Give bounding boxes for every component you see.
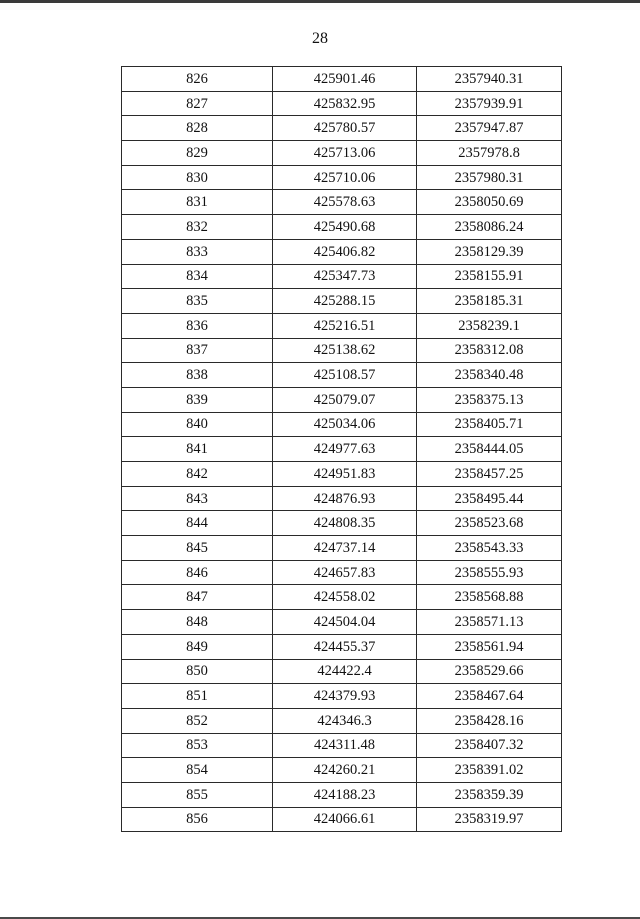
y-coordinate-cell: 2357978.8: [417, 141, 562, 166]
x-coordinate-cell: 424311.48: [273, 733, 417, 758]
table-row: [122, 190, 562, 215]
table-row: [122, 215, 562, 240]
x-coordinate-cell: 424188.23: [273, 782, 417, 807]
point-number-cell: 847: [122, 585, 273, 610]
point-number-cell: 843: [122, 486, 273, 511]
y-coordinate-cell: 2358155.91: [417, 264, 562, 289]
x-coordinate-cell: 424504.04: [273, 610, 417, 635]
point-number-cell: 833: [122, 239, 273, 264]
table-row: [122, 116, 562, 141]
y-coordinate-cell: 2358340.48: [417, 363, 562, 388]
table-row: [122, 462, 562, 487]
table-row: [122, 610, 562, 635]
x-coordinate-cell: 425832.95: [273, 91, 417, 116]
x-coordinate-cell: 424737.14: [273, 536, 417, 561]
y-coordinate-cell: 2358444.05: [417, 437, 562, 462]
scan-edge-top: [0, 0, 640, 3]
y-coordinate-cell: 2358050.69: [417, 190, 562, 215]
y-coordinate-cell: 2358523.68: [417, 511, 562, 536]
point-number-cell: 845: [122, 536, 273, 561]
x-coordinate-cell: 424379.93: [273, 684, 417, 709]
y-coordinate-cell: 2358428.16: [417, 708, 562, 733]
x-coordinate-cell: 424808.35: [273, 511, 417, 536]
x-coordinate-cell: 424951.83: [273, 462, 417, 487]
point-number-cell: 835: [122, 289, 273, 314]
y-coordinate-cell: 2357940.31: [417, 67, 562, 92]
y-coordinate-cell: 2358086.24: [417, 215, 562, 240]
y-coordinate-cell: 2357939.91: [417, 91, 562, 116]
table-row: [122, 239, 562, 264]
y-coordinate-cell: 2358529.66: [417, 659, 562, 684]
table-row: [122, 141, 562, 166]
table-row: [122, 585, 562, 610]
point-number-cell: 841: [122, 437, 273, 462]
point-number-cell: 832: [122, 215, 273, 240]
x-coordinate-cell: 424657.83: [273, 560, 417, 585]
point-number-cell: 839: [122, 387, 273, 412]
y-coordinate-cell: 2358407.32: [417, 733, 562, 758]
point-number-cell: 844: [122, 511, 273, 536]
y-coordinate-cell: 2358561.94: [417, 634, 562, 659]
point-number-cell: 828: [122, 116, 273, 141]
y-coordinate-cell: 2358555.93: [417, 560, 562, 585]
y-coordinate-cell: 2357947.87: [417, 116, 562, 141]
table-row: [122, 684, 562, 709]
page-number: 28: [312, 30, 328, 47]
table-row: [122, 67, 562, 92]
table-row: [122, 91, 562, 116]
x-coordinate-cell: 425347.73: [273, 264, 417, 289]
y-coordinate-cell: 2358375.13: [417, 387, 562, 412]
x-coordinate-cell: 425406.82: [273, 239, 417, 264]
x-coordinate-cell: 425138.62: [273, 338, 417, 363]
point-number-cell: 854: [122, 758, 273, 783]
point-number-cell: 836: [122, 313, 273, 338]
point-number-cell: 856: [122, 807, 273, 832]
y-coordinate-cell: 2358239.1: [417, 313, 562, 338]
point-number-cell: 853: [122, 733, 273, 758]
x-coordinate-cell: 425490.68: [273, 215, 417, 240]
point-number-cell: 852: [122, 708, 273, 733]
y-coordinate-cell: 2358319.97: [417, 807, 562, 832]
x-coordinate-cell: 424977.63: [273, 437, 417, 462]
y-coordinate-cell: 2358405.71: [417, 412, 562, 437]
table-row: [122, 758, 562, 783]
y-coordinate-cell: 2358568.88: [417, 585, 562, 610]
table-row: [122, 338, 562, 363]
y-coordinate-cell: 2358457.25: [417, 462, 562, 487]
x-coordinate-cell: 424346.3: [273, 708, 417, 733]
table-row: [122, 313, 562, 338]
x-coordinate-cell: 425713.06: [273, 141, 417, 166]
table-row: [122, 511, 562, 536]
table-row: [122, 486, 562, 511]
point-number-cell: 837: [122, 338, 273, 363]
point-number-cell: 851: [122, 684, 273, 709]
table-row: [122, 782, 562, 807]
point-number-cell: 834: [122, 264, 273, 289]
y-coordinate-cell: 2358391.02: [417, 758, 562, 783]
y-coordinate-cell: 2358467.64: [417, 684, 562, 709]
table-row: [122, 659, 562, 684]
table-row: [122, 363, 562, 388]
coordinate-table: [121, 66, 562, 832]
x-coordinate-cell: 424066.61: [273, 807, 417, 832]
x-coordinate-cell: 425780.57: [273, 116, 417, 141]
y-coordinate-cell: 2358185.31: [417, 289, 562, 314]
x-coordinate-cell: 424455.37: [273, 634, 417, 659]
x-coordinate-cell: 425578.63: [273, 190, 417, 215]
point-number-cell: 830: [122, 165, 273, 190]
point-number-cell: 848: [122, 610, 273, 635]
point-number-cell: 850: [122, 659, 273, 684]
x-coordinate-cell: 425288.15: [273, 289, 417, 314]
table-row: [122, 733, 562, 758]
point-number-cell: 849: [122, 634, 273, 659]
point-number-cell: 846: [122, 560, 273, 585]
table-row: [122, 560, 562, 585]
point-number-cell: 826: [122, 67, 273, 92]
point-number-cell: 829: [122, 141, 273, 166]
table-row: [122, 387, 562, 412]
x-coordinate-cell: 424558.02: [273, 585, 417, 610]
y-coordinate-cell: 2358495.44: [417, 486, 562, 511]
x-coordinate-cell: 425079.07: [273, 387, 417, 412]
x-coordinate-cell: 425108.57: [273, 363, 417, 388]
table-row: [122, 807, 562, 832]
point-number-cell: 831: [122, 190, 273, 215]
point-number-cell: 855: [122, 782, 273, 807]
x-coordinate-cell: 424876.93: [273, 486, 417, 511]
x-coordinate-cell: 425901.46: [273, 67, 417, 92]
table-row: [122, 289, 562, 314]
table-row: [122, 412, 562, 437]
point-number-cell: 840: [122, 412, 273, 437]
table-row: [122, 437, 562, 462]
y-coordinate-cell: 2357980.31: [417, 165, 562, 190]
y-coordinate-cell: 2358359.39: [417, 782, 562, 807]
y-coordinate-cell: 2358543.33: [417, 536, 562, 561]
point-number-cell: 838: [122, 363, 273, 388]
x-coordinate-cell: 425216.51: [273, 313, 417, 338]
y-coordinate-cell: 2358312.08: [417, 338, 562, 363]
point-number-cell: 827: [122, 91, 273, 116]
x-coordinate-cell: 424422.4: [273, 659, 417, 684]
table-row: [122, 634, 562, 659]
table-row: [122, 708, 562, 733]
point-number-cell: 842: [122, 462, 273, 487]
x-coordinate-cell: 425710.06: [273, 165, 417, 190]
x-coordinate-cell: 425034.06: [273, 412, 417, 437]
coordinate-table-body: [122, 67, 562, 832]
x-coordinate-cell: 424260.21: [273, 758, 417, 783]
y-coordinate-cell: 2358571.13: [417, 610, 562, 635]
table-row: [122, 536, 562, 561]
table-row: [122, 264, 562, 289]
table-row: [122, 165, 562, 190]
y-coordinate-cell: 2358129.39: [417, 239, 562, 264]
